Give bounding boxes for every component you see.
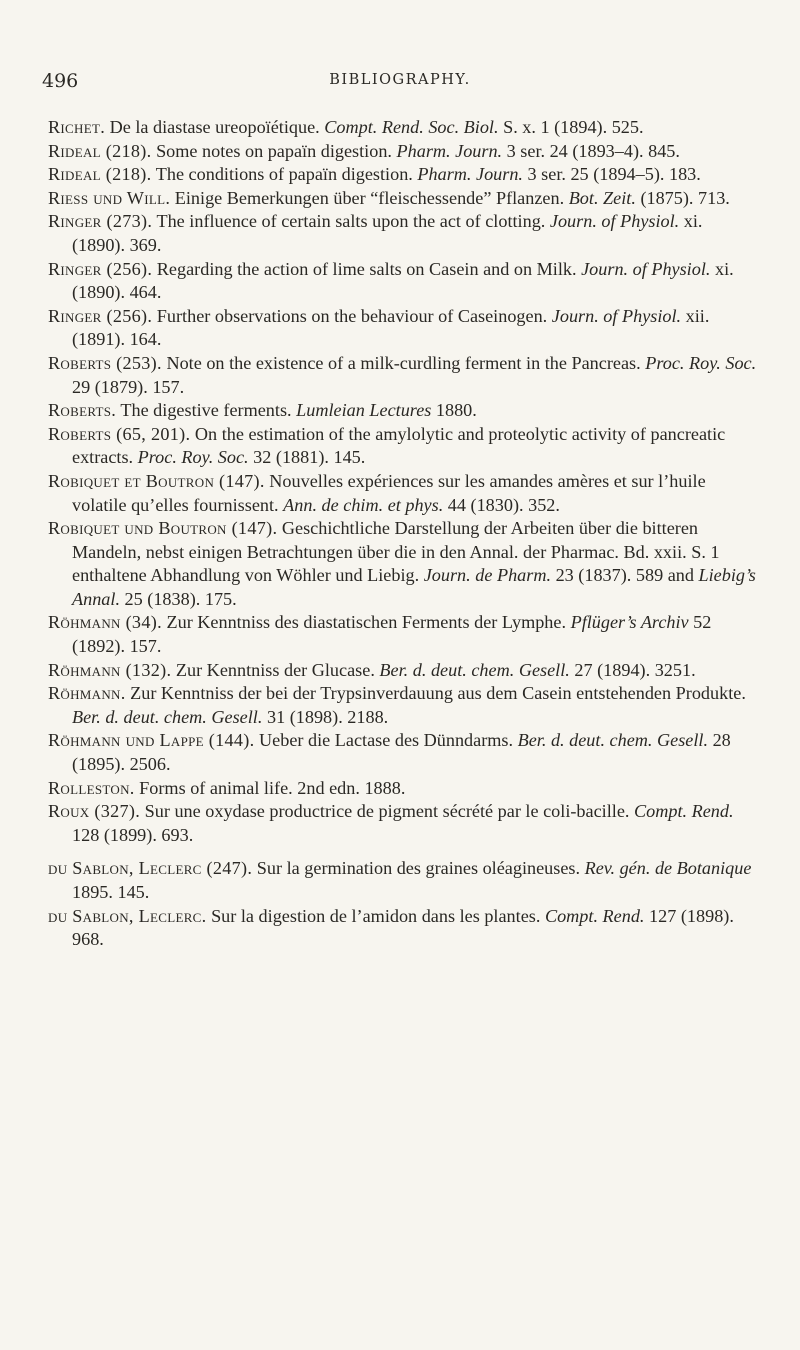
entry-citation: S. x. 1 (1894). 525. <box>503 117 644 137</box>
entry-author: Roberts (253). <box>48 352 162 373</box>
bibliography-entry <box>48 611 760 658</box>
entry-citation: 3 ser. 25 (1894–5). 183. <box>527 164 701 185</box>
entry-journal: Liebig’s Annal. <box>72 565 756 609</box>
entry-citation: 127 (1898). 968. <box>72 905 734 950</box>
entry-author: Röhmann und Lappe (144). <box>48 730 255 751</box>
bibliography-entry <box>48 800 760 847</box>
entry-citation: xi. (1890). 369. <box>72 211 703 255</box>
entry-journal: Rev. gén. de Botanique <box>584 858 752 879</box>
bibliography-entry <box>48 140 760 164</box>
entry-citation: 1880. <box>435 400 477 421</box>
bibliography-entry <box>48 399 760 423</box>
entry-citation: xii. (1891). 164. <box>72 305 710 350</box>
bibliography-entry <box>48 423 760 470</box>
entry-author: Roux (327). <box>48 801 141 822</box>
page-header <box>42 70 758 94</box>
entry-citation: 27 (1894). 3251. <box>574 659 696 680</box>
entry-title: Sur la digestion de l’amidon dans les plantes. <box>211 905 541 926</box>
entry-journal: Pharm. Journ. <box>396 140 503 161</box>
bibliography-entry <box>48 905 760 952</box>
entry-title: Sur une oxydase productrice de pigment sécrété par le coli-bacille. <box>144 801 630 822</box>
entry-author: Robiquet und Boutron (147). <box>48 518 278 539</box>
entry-journal: Journ. of Physiol. <box>551 305 682 326</box>
bibliography-entry <box>48 470 760 517</box>
entry-journal: Proc. Roy. Soc. <box>645 352 757 373</box>
bibliography-entry <box>48 210 760 257</box>
entry-title: On the estimation of the amylolytic and proteolytic activity of pancreatic extracts. <box>72 423 726 468</box>
entry-title: The digestive ferments. <box>120 400 292 421</box>
entry-author: Rideal (218). <box>48 164 152 185</box>
entry-title: Forms of animal life. 2nd edn. 1888. <box>139 777 406 798</box>
bibliography-entry <box>48 305 760 352</box>
entry-citation: 128 (1899). 693. <box>72 824 194 845</box>
entry-title: Sur la germination des graines oléagineuses. <box>256 858 581 879</box>
entry-citation: 31 (1898). 2188. <box>266 706 389 727</box>
entry-citation: 25 (1838). 175. <box>124 588 237 609</box>
bibliography-entry <box>48 517 760 611</box>
entry-journal: Compt. Rend. Soc. Biol. <box>324 117 499 137</box>
bibliography-entry <box>48 116 760 140</box>
entry-journal: Ber. d. deut. chem. Gesell. <box>72 706 263 727</box>
entry-author: Röhmann (132). <box>48 659 172 680</box>
entry-citation: 44 (1830). 352. <box>447 494 560 515</box>
entry-title: Einige Bemerkungen über “fleischessende” Pflanzen. <box>174 187 565 208</box>
entry-journal: Ber. d. deut. chem. Gesell. <box>517 730 709 751</box>
page-number: 496 <box>42 70 79 92</box>
entry-title: Zur Kenntniss der bei der Trypsinverdauung aus dem Casein entstehenden Produkte. <box>130 683 746 704</box>
entry-title: The conditions of papaïn digestion. <box>155 164 413 185</box>
entry-title: Zur Kenntniss der Glucase. <box>175 659 375 680</box>
entry-author: Rolleston. <box>48 777 135 798</box>
entry-journal: Journ. of Physiol. <box>549 211 680 232</box>
entry-author: Ringer (256). <box>48 305 153 326</box>
entry-citation: 28 (1895). 2506. <box>72 730 731 775</box>
entry-citation: 32 (1881). 145. <box>253 447 366 468</box>
entry-author: Ringer (256). <box>48 258 153 279</box>
entry-author: Roberts (65, 201). <box>48 423 191 444</box>
entry-title: Some notes on papaïn digestion. <box>156 140 392 161</box>
entry-citation: 52 (1892). 157. <box>72 612 712 657</box>
entry-author: du Sablon, Leclerc (247). <box>48 858 253 879</box>
bibliography-entry <box>48 857 760 904</box>
entry-journal: Proc. Roy. Soc. <box>137 447 249 468</box>
entry-journal: Lumleian Lectures <box>296 400 432 421</box>
entry-title: Ueber die Lactase des Dünndarms. <box>259 730 514 751</box>
entry-journal: Journ. de Pharm. <box>423 565 552 586</box>
entry-journal: Ann. de chim. et phys. <box>283 494 444 515</box>
running-head: BIBLIOGRAPHY. <box>329 72 471 88</box>
entry-citation: 3 ser. 24 (1893–4). 845. <box>506 140 680 161</box>
entry-author: Richet. <box>48 117 106 137</box>
entry-journal: Pharm. Journ. <box>417 164 523 185</box>
entry-author: Röhmann (34). <box>48 612 162 633</box>
entry-journal: Bot. Zeit. <box>568 187 636 208</box>
entry-author: Röhmann. <box>48 683 126 704</box>
entry-author: du Sablon, Leclerc. <box>48 905 207 926</box>
entry-title: Zur Kenntniss des diastatischen Ferments der Lymphe. <box>166 612 567 633</box>
entry-journal: Compt. Rend. <box>544 905 645 926</box>
entry-title: Note on the existence of a milk-curdling ferment in the Pancreas. <box>166 352 641 373</box>
bibliography-entry <box>48 352 760 399</box>
entry-journal: Ber. d. deut. chem. Gesell. <box>379 659 570 680</box>
bibliography-entry <box>48 777 760 801</box>
entry-title: Nouvelles expériences sur les amandes amères et sur l’huile volatile qu’elles fournissent. <box>72 470 706 515</box>
entry-author: Robiquet et Boutron (147). <box>48 470 265 491</box>
entry-author: Ringer (273). <box>48 211 153 232</box>
entry-journal: Pflüger’s Archiv <box>570 612 689 633</box>
entry-title: De la diastase ureopoïétique. <box>109 117 320 137</box>
entry-title: Regarding the action of lime salts on Casein and on Milk. <box>156 258 577 279</box>
entry-citation: xi. (1890). 464. <box>72 258 734 303</box>
entry-citation: 1895. 145. <box>72 882 150 902</box>
entry-journal: Compt. Rend. <box>634 801 734 822</box>
entry-author: Riess und Will. <box>48 187 171 208</box>
entry-title: The influence of certain salts upon the act of clotting. <box>156 211 546 232</box>
bibliography-entry <box>48 163 760 187</box>
bibliography-entry <box>48 258 760 305</box>
entry-title: Geschichtliche Darstellung der Arbeiten über die bitteren Mandeln, nebst einigen Betrachtungen über die in den Annal. der Pharmac. Bd. xxii. S. 1 enthaltene Abhandlung von Wöhler und Liebig. <box>72 518 720 586</box>
entry-citation: 29 (1879). 157. <box>72 376 185 397</box>
bibliography-entry <box>48 729 760 776</box>
entry-author: Rideal (218). <box>48 140 152 161</box>
bibliography-entry <box>48 659 760 683</box>
entry-citation: 23 (1837). 589 and <box>555 565 694 586</box>
entry-journal: Journ. of Physiol. <box>581 258 711 279</box>
bibliography-entry <box>48 187 760 211</box>
entry-citation: (1875). 713. <box>640 187 730 208</box>
entry-author: Roberts. <box>48 400 117 421</box>
entry-title: Further observations on the behaviour of Caseinogen. <box>156 305 548 326</box>
bibliography-entry <box>48 682 760 729</box>
bibliography-list <box>48 116 760 952</box>
